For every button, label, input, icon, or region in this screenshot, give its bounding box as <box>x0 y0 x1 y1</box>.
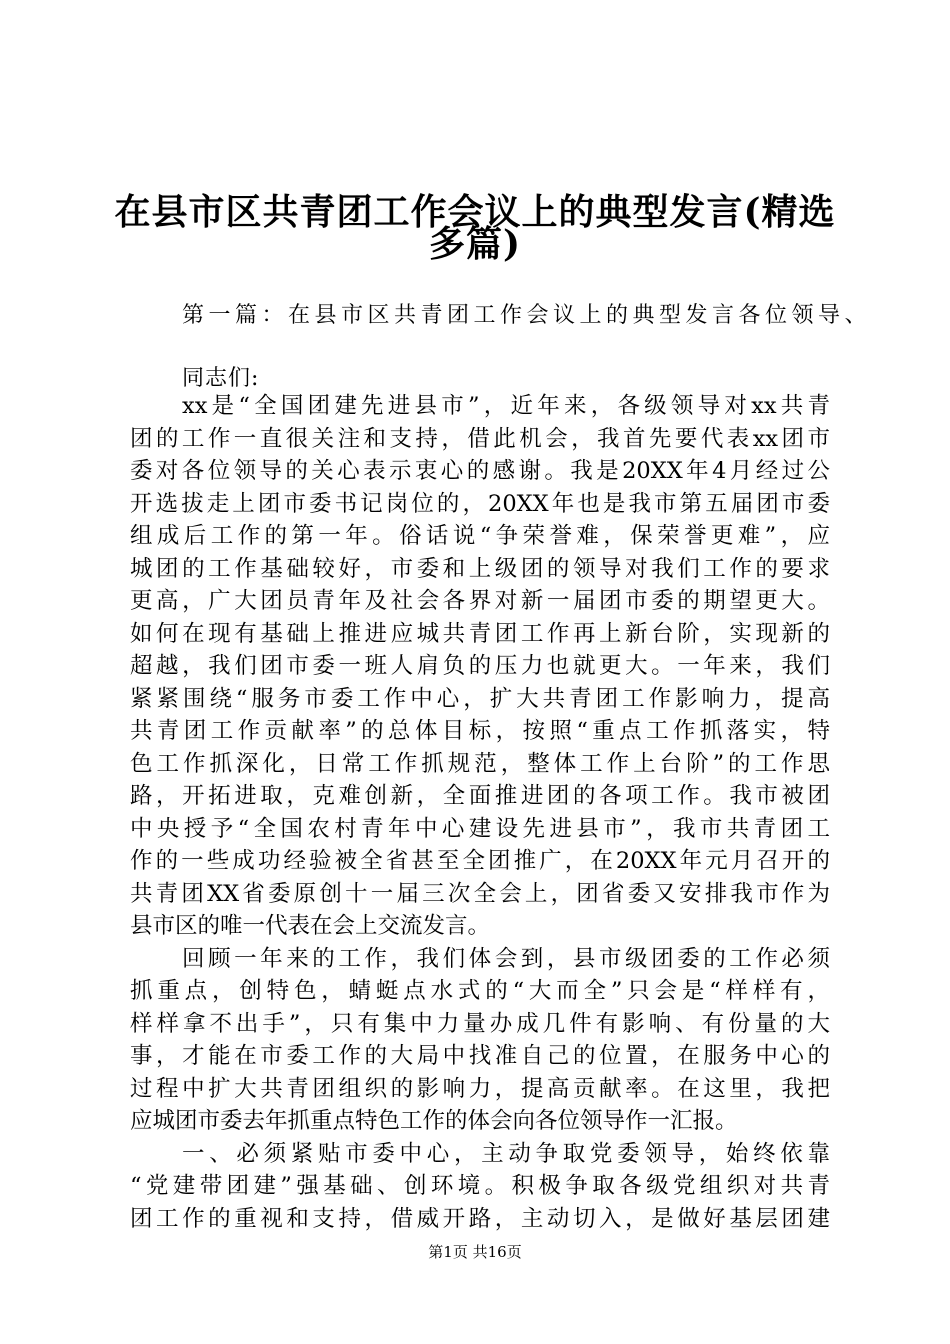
body-text <box>130 390 830 1235</box>
text-line: xx是“全国团建先进县市”，近年来，各级领导对xx共青 <box>182 393 830 419</box>
text-line: 应城团市委去年抓重点特色工作的体会向各位领导作一汇报。 <box>130 1108 738 1134</box>
text-line: 抓重点，创特色，蜻蜓点水式的“大而全”只会是“样样有， <box>130 978 830 1004</box>
text-line: 超越，我们团市委一班人肩负的压力也就更大。一年来，我们 <box>130 653 830 679</box>
text-line: 城团的工作基础较好，市委和上级团的领导对我们工作的要求 <box>130 555 830 582</box>
text-line: 紧紧围绕“服务市委工作中心，扩大共青团工作影响力，提高 <box>130 685 830 712</box>
salutation: 同志们: <box>182 366 260 391</box>
document-title-line-1: 在县市区共青团工作会议上的典型发言(精选 <box>114 191 836 233</box>
text-line: 县市区的唯一代表在会上交流发言。 <box>130 913 491 939</box>
text-line: “党建带团建”强基础、创环境。积极争取各级党组织对共青 <box>130 1173 830 1199</box>
text-line: 样样拿不出手”，只有集中力量办成几件有影响、有份量的大 <box>130 1010 830 1037</box>
text-line: 路，开拓进取，克难创新，全面推进团的各项工作。我市被团 <box>130 783 830 809</box>
text-line: 作的一些成功经验被全省甚至全团推广，在20XX年元月召开的 <box>130 848 830 874</box>
text-line: 共青团XX省委原创十一届三次全会上，团省委又安排我市作为 <box>130 880 830 907</box>
text-line: 更高，广大团员青年及社会各界对新一届团市委的期望更大。 <box>130 588 830 614</box>
text-line: 共青团工作贡献率”的总体目标，按照“重点工作抓落实，特 <box>130 718 830 744</box>
text-line: 团的工作一直很关注和支持，借此机会，我首先要代表xx团市 <box>130 425 830 452</box>
text-line: 开选拔走上团市委书记岗位的，20XX年也是我市第五届团市委 <box>130 490 830 517</box>
text-line: 色工作抓深化，日常工作抓规范，整体工作上台阶”的工作思 <box>130 750 830 777</box>
section-heading: 第一篇：在县市区共青团工作会议上的典型发言各位领导、 <box>182 303 872 328</box>
text-line: 团工作的重视和支持，借威开路，主动切入，是做好基层团建 <box>130 1205 830 1232</box>
text-line: 如何在现有基础上推进应城共青团工作再上新台阶，实现新的 <box>130 620 830 647</box>
text-line: 回顾一年来的工作，我们体会到，县市级团委的工作必须 <box>182 945 830 972</box>
page-footer: 第1页 共16页 <box>428 1243 522 1261</box>
text-line: 事，才能在市委工作的大局中找准自己的位置，在服务中心的 <box>130 1043 830 1069</box>
text-line: 中央授予“全国农村青年中心建设先进县市”，我市共青团工 <box>130 815 830 842</box>
text-line: 组成后工作的第一年。俗话说“争荣誉难，保荣誉更难”，应 <box>130 523 830 549</box>
text-line: 一、必须紧贴市委中心，主动争取党委领导，始终依靠 <box>182 1140 830 1167</box>
document-title-line-2: 多篇) <box>428 223 522 265</box>
text-line: 过程中扩大共青团组织的影响力，提高贡献率。在这里，我把 <box>130 1075 830 1102</box>
text-line: 委对各位领导的关心表示衷心的感谢。我是20XX年4月经过公 <box>130 458 830 484</box>
